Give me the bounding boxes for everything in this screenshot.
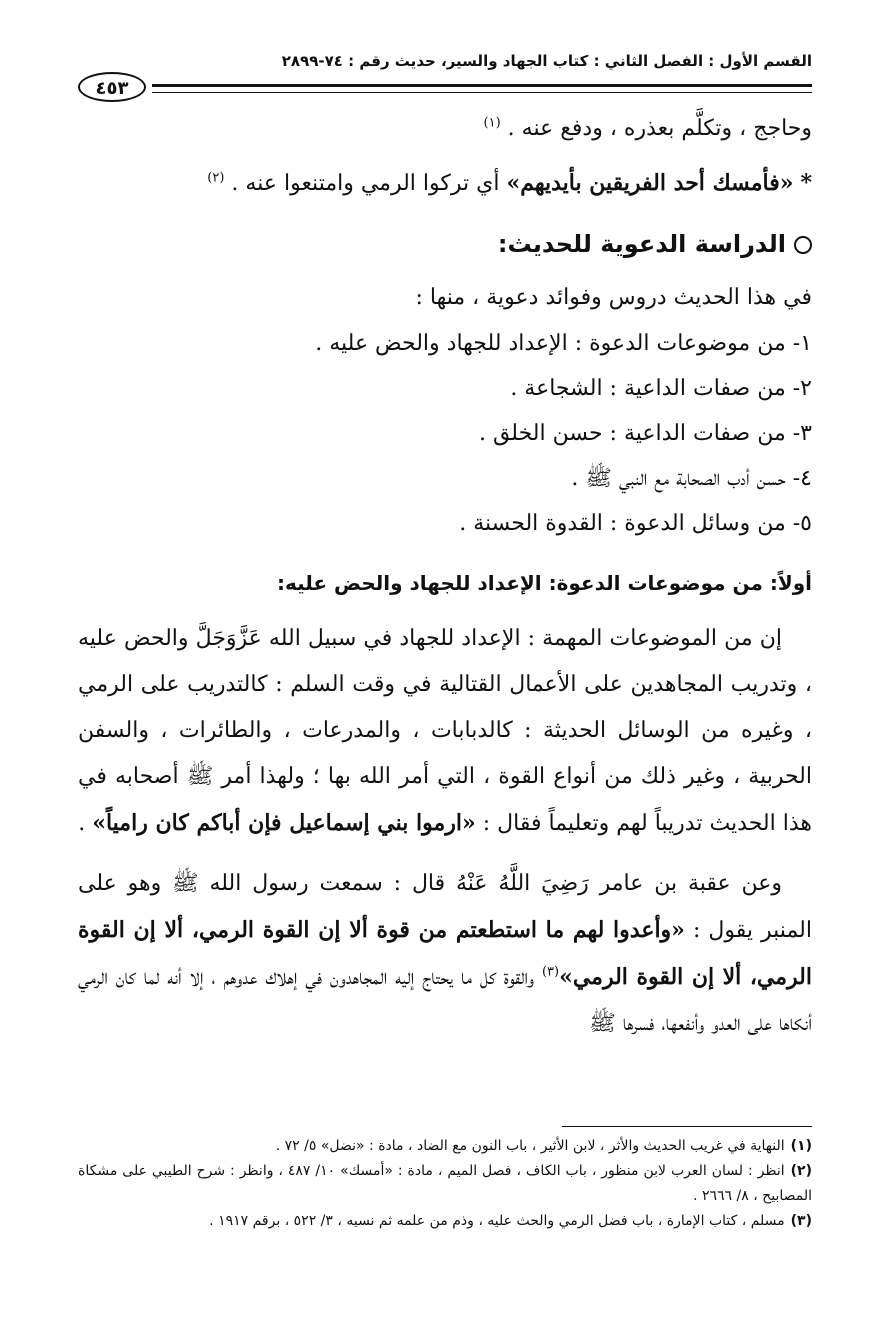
footnote: [78, 1159, 812, 1209]
star-marker: *: [800, 170, 812, 196]
footnote-number: (٣): [790, 1213, 812, 1229]
list-item: ٥- من وسائل الدعوة : القدوة الحسنة .: [459, 511, 812, 536]
list-item: ١- من موضوعات الدعوة : الإعداد للجهاد والحض عليه .: [315, 331, 812, 356]
paragraph: [78, 616, 812, 847]
lessons-list: [78, 321, 812, 546]
list-item: ٤- حسن أدب الصحابة مع النبي ﷺ .: [571, 466, 812, 491]
section-heading: [78, 221, 812, 267]
paragraph-text: إن من الموضوعات المهمة : الإعداد للجهاد في سبيل الله عَزَّوَجَلَّ والحض عليه ، وتدريب المجاهدين على الأعمال القتالية في وقت السلم : كالتدريب على الرمي ، وغيره من الوسائل الحديثة : كالدبابات ، والمدرعات ، والطائرات ، والسفن الحربية ، وغير ذلك من أنواع القوة ، التي أمر الله بها ؛ ولهذا أمر ﷺ أصحابه في هذا الحديث تدريباً لهم وتعليماً فقال :: [78, 626, 812, 836]
quote-bold: «فأمسك أحد الفريقين بأيديهم»: [506, 170, 794, 196]
footnote-ref: (٢): [207, 170, 225, 186]
footnote-number: (٢): [790, 1163, 812, 1179]
section-heading-text: الدراسة الدعوية للحديث:: [497, 230, 786, 258]
footnotes: [78, 1134, 812, 1234]
paragraph-text: والقوة كل ما يحتاج إليه المجاهدون في إهلاك عدوهم ، إلا أنه لما كان الرمي أنكاها على العدو وأنفعها، فسرها ﷺ: [78, 965, 812, 1036]
running-head: القسم الأول : الفصل الثاني : كتاب الجهاد والسير، حديث رقم : ٧٤-٢٨٩٩: [281, 52, 812, 70]
paragraph-text: وعن عقبة بن عامر رَضِيَ اللَّهُ عَنْهُ قال : سمعت رسول الله ﷺ وهو على المنبر يقول :: [78, 871, 812, 943]
footnote-ref: (٣): [541, 964, 560, 980]
hadith-quote: «ارموا بني إسماعيل فإن أباكم كان رامياً»: [92, 810, 476, 836]
paragraph: [78, 861, 812, 1047]
footnote-text: انظر : لسان العرب لابن منظور ، باب الكاف ، فصل الميم ، مادة : «أمسك» ١٠/ ٤٨٧ ، وانظر : شرح الطيبي على مشكاة المصابيح ، ٨/ ٢٦٦٦ .: [78, 1163, 812, 1204]
header-rule: [152, 84, 812, 87]
list-item: ٣- من صفات الداعية : حسن الخلق .: [478, 421, 812, 446]
footnote-text: النهاية في غريب الحديث والأثر ، لابن الأثير ، باب النون مع الضاد ، مادة : «نضل» ٥/ ٧٢ .: [275, 1138, 785, 1154]
intro-line: في هذا الحديث دروس وفوائد دعوية ، منها :: [415, 285, 812, 310]
line-text: أي تركوا الرمي وامتنعوا عنه .: [231, 171, 500, 196]
hadith-quote: «وأعدوا لهم ما استطعتم من قوة ألا إن القوة الرمي، ألا إن القوة الرمي، ألا إن القوة الرمي»: [78, 917, 813, 990]
list-item: ٢- من صفات الداعية : الشجاعة .: [510, 376, 812, 401]
footnote: [78, 1209, 812, 1234]
page-number: ٤٥٣: [78, 72, 146, 102]
text-line: [78, 106, 812, 152]
footnote-ref: (١): [483, 115, 501, 131]
circle-icon: [794, 236, 812, 254]
main-text: [78, 106, 812, 1047]
footnote-rule: [562, 1126, 812, 1127]
footnote-text: مسلم ، كتاب الإمارة ، باب فضل الرمي والحث عليه ، وذم من علمه ثم نسيه ، ٣/ ٥٢٢ ، برقم ١٩١٧ .: [209, 1213, 785, 1229]
bullet-line: [78, 160, 812, 207]
header-rule-thin: [152, 92, 812, 93]
line-text: وحاجج ، وتكلَّم بعذره ، ودفع عنه .: [507, 116, 812, 141]
subheading: أولاً: من موضوعات الدعوة: الإعداد للجهاد والحض عليه:: [276, 571, 812, 595]
footnote-number: (١): [790, 1138, 812, 1154]
footnote: [78, 1134, 812, 1159]
paragraph-end: .: [78, 811, 86, 836]
